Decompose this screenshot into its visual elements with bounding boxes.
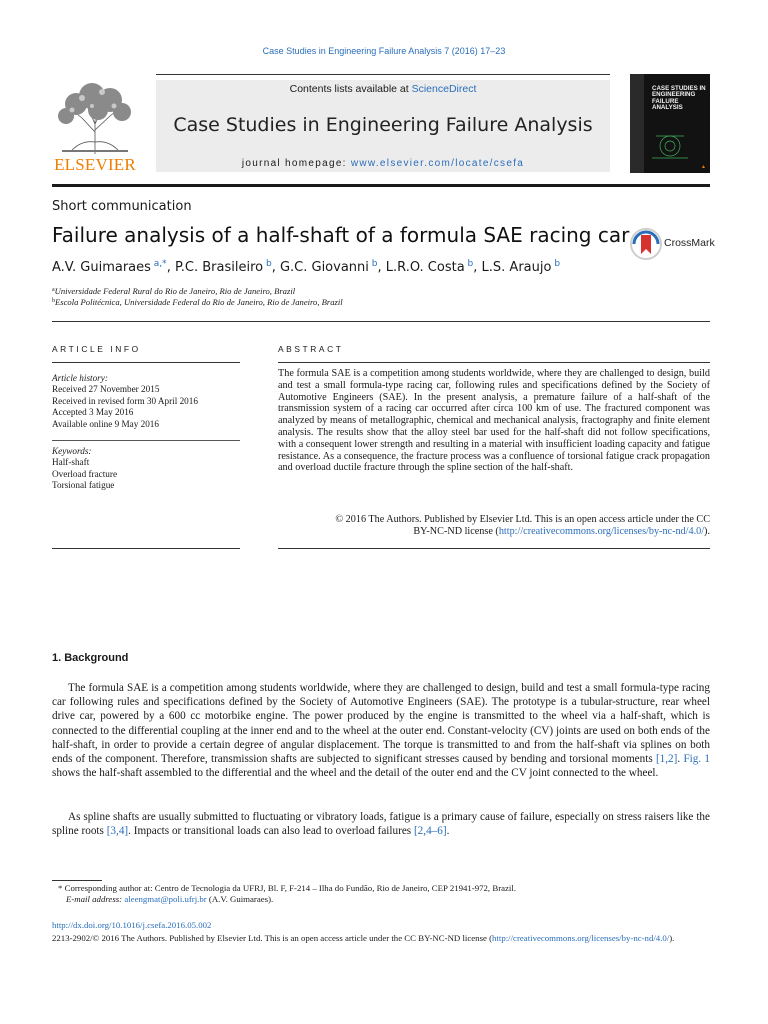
divider <box>52 440 240 441</box>
author-affiliation-mark[interactable]: b <box>554 259 561 269</box>
keywords-label: Keywords: <box>52 446 92 456</box>
journal-cover[interactable] <box>630 74 710 173</box>
elsevier-tree-icon <box>52 80 138 156</box>
crossmark-icon <box>630 228 662 260</box>
doi-link[interactable]: http://dx.doi.org/10.1016/j.csefa.2016.05.002 <box>52 920 212 930</box>
history-item: Available online 9 May 2016 <box>52 418 159 429</box>
journal-reference[interactable]: Case Studies in Engineering Failure Analysis 7 (2016) 17–23 <box>262 46 506 56</box>
crossmark-button[interactable] <box>630 228 715 260</box>
history-item: Accepted 3 May 2016 <box>52 407 134 418</box>
keyword: Torsional fatigue <box>52 480 115 491</box>
footnote-rule <box>52 880 102 881</box>
history-item: Received in revised form 30 April 2016 <box>52 395 198 406</box>
elsevier-wordmark: ELSEVIER <box>54 155 136 174</box>
author-list: A.V. Guimaraes $^{a,*}$, P.C. Brasileiro $^b$, G.C. Giovanni $^b$, L.R.O. Costa $^b$, L.S. Araujo $^b$ <box>52 259 561 275</box>
email-note: E-mail address: aleengmat@poli.ufrj.br (A.V. Guimaraes). <box>66 894 274 904</box>
author-name[interactable]: L.S. Araujo <box>481 260 552 275</box>
homepage-line: journal homepage: www.elsevier.com/locate/csefa <box>241 158 525 169</box>
elsevier-logo[interactable] <box>52 80 138 175</box>
author-affiliation-mark[interactable]: b <box>265 259 272 269</box>
affiliation-a: $^a$Universidade Federal Rural do Rio de Janeiro, Rio de Janeiro, Brazil <box>52 286 296 296</box>
history-label: Article history: <box>52 373 108 383</box>
article-history <box>52 373 240 430</box>
abstract-copyright: © 2016 The Authors. Published by Elsevier Ltd. This is an open access article under the CC BY-NC-ND license (http://creativecommons.org/licenses/by-nc-nd/4.0/). <box>335 514 710 537</box>
author-name[interactable]: A.V. Guimaraes <box>52 260 151 275</box>
abstract-heading: ABSTRACT <box>278 344 344 354</box>
divider <box>278 548 710 549</box>
author-affiliation-mark[interactable]: a,* <box>153 259 167 269</box>
affiliation-b: $^b$Escola Politécnica, Universidade Federal do Rio de Janeiro, Rio de Janeiro, Brazil <box>52 297 343 307</box>
author-name[interactable]: L.R.O. Costa <box>385 260 465 275</box>
divider <box>52 362 240 363</box>
crossmark-label: CrossMark <box>664 237 715 249</box>
citation-link[interactable]: [2,4–6] <box>413 825 447 838</box>
author-name[interactable]: G.C. Giovanni <box>279 260 369 275</box>
body-paragraph: As spline shafts are usually submitted to fluctuating or vibratory loads, fatigue is a primary cause of failure, especially on stress raisers like the spline roots [3,4]. Impacts or transitional loads can also lead to overload failures [2,4–6]. <box>52 811 710 838</box>
author-name[interactable]: P.C. Brasileiro <box>174 260 264 275</box>
contents-line: Contents lists available at ScienceDirect <box>289 83 477 95</box>
license-link[interactable]: http://creativecommons.org/licenses/by-nc-nd/4.0/ <box>492 933 670 943</box>
article-info-heading: ARTICLE INFO <box>52 344 141 354</box>
cover-logo-icon: ▲ <box>701 164 706 170</box>
history-item: Received 27 November 2015 <box>52 384 160 395</box>
journal-homepage-link[interactable]: www.elsevier.com/locate/csefa <box>350 158 525 169</box>
body-paragraph: The formula SAE is a competition among students worldwide, where they are challenged to design, build and test a small formula-type racing car following rules and specifications defined by the Society of Automotive Engineers (SAE). The prototype is a tubular-structure, rear wheel drive car, powered by a 600 cc motorbike engine. The power produced by the engine is transmitted to the wheel via a half-shaft, which is connected to the differential coupling at the inner end and to the wheel at the outer end. Constant-velocity (CV) joints are used on both ends of the half-shaft, in order to provide a certain degree of angular displacement. The torque is transmitted to and from the half-shaft via splines on both ends of the component. Therefore, transmission shafts are subjected to significant stresses caused by bending and torsional moments [1,2]. Fig. 1 shows the half-shaft assembled to the differential and the wheel and the detail of the outer end and the CV joint connected to the wheel. <box>52 682 711 780</box>
sciencedirect-link[interactable]: ScienceDirect <box>411 83 477 95</box>
divider <box>278 362 710 363</box>
journal-title: Case Studies in Engineering Failure Analysis <box>173 114 593 136</box>
article-type: Short communication <box>52 199 192 214</box>
header-rule-top <box>156 74 610 75</box>
abstract-text: The formula SAE is a competition among students worldwide, where they are challenged to design, build and test a small formula-type racing car, following rules and specifications defined by the Society of Automotive Engineers (SAE). In the present analysis, a premature failure of a half-shaft of the transmission system of a racing car occurred after circa 100 km of use. The fractured component was analyzed by means of metallographic, chemical and mechanical analysis, fractography and finite element analysis. The results show that the alloy steel bar used for the half-shaft did not follow specifications, with a consequent lower strength and resulting in a material with insufficient loading capacity and fatigue resistance. As a consequence, the fracture process was a confluence of torsional fatigue crack propagation and overload ductile fracture through the spline section of the half-shaft. <box>278 368 710 474</box>
keywords <box>52 446 240 492</box>
divider <box>52 548 240 549</box>
keyword: Half-shaft <box>52 457 90 468</box>
license-note: 2213-2902/© 2016 The Authors. Published by Elsevier Ltd. This is an open access article under the CC BY-NC-ND license (http://creativecommons.org/licenses/by-nc-nd/4.0/). <box>52 933 675 943</box>
corresponding-author-note: * Corresponding author at: Centro de Tecnologia da UFRJ, Bl. F, F-214 – Ilha do Fundão, Rio de Janeiro, CEP 21941-972, Brazil. <box>58 883 517 893</box>
cover-title: CASE STUDIES IN ENGINEERING FAILURE ANALYSIS <box>652 85 706 112</box>
keyword: Overload fracture <box>52 468 118 479</box>
header-rule-bottom <box>52 184 710 187</box>
author-affiliation-mark[interactable]: b <box>467 259 474 269</box>
section-heading: 1. Background <box>52 652 129 664</box>
email-link[interactable]: aleengmat@poli.ufrj.br <box>124 894 207 904</box>
license-link[interactable]: http://creativecommons.org/licenses/by-nc-nd/4.0/ <box>498 525 705 537</box>
divider <box>52 321 710 322</box>
figure-link[interactable]: Fig. 1 <box>683 753 711 766</box>
citation-link[interactable]: [3,4] <box>106 825 129 838</box>
citation-link[interactable]: [1,2] <box>655 753 678 766</box>
journal-banner <box>156 80 610 172</box>
author-affiliation-mark[interactable]: b <box>371 259 378 269</box>
article-title: Failure analysis of a half-shaft of a formula SAE racing car <box>52 223 630 247</box>
